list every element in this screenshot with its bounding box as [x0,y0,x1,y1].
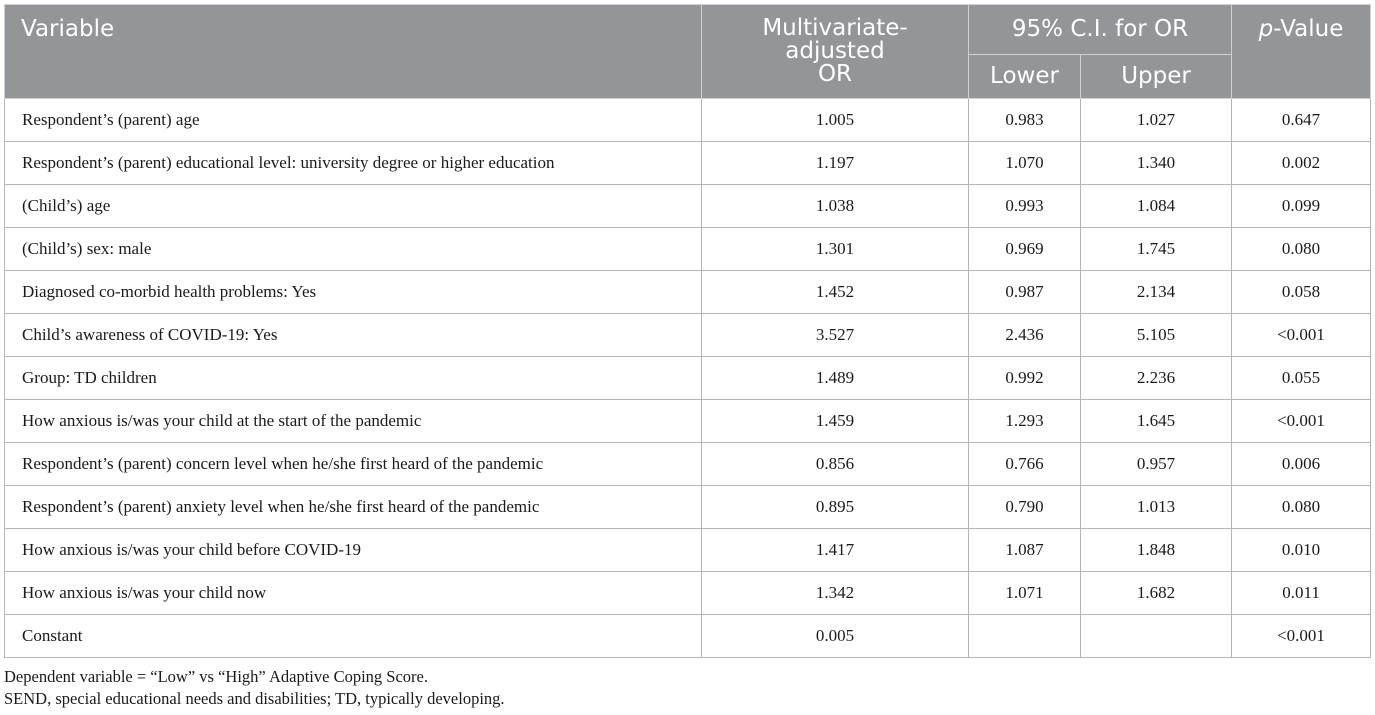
row-lower: 0.969 [969,228,1081,271]
row-lower: 0.790 [969,486,1081,529]
row-p: 0.055 [1232,357,1371,400]
table-row [5,271,1371,314]
row-lower: 0.992 [969,357,1081,400]
table-body [5,99,1371,658]
row-p: 0.002 [1232,142,1371,185]
row-or: 3.527 [702,314,969,357]
row-lower: 1.293 [969,400,1081,443]
row-label: Respondent’s (parent) educational level: university degree or higher education [5,142,702,185]
table-row [5,99,1371,142]
row-upper: 1.013 [1081,486,1232,529]
row-label: How anxious is/was your child at the start of the pandemic [5,400,702,443]
row-upper: 1.745 [1081,228,1232,271]
header-ci: 95% C.I. for OR [969,5,1232,55]
row-label: Respondent’s (parent) concern level when he/she first heard of the pandemic [5,443,702,486]
row-p: <0.001 [1232,400,1371,443]
row-lower: 1.070 [969,142,1081,185]
row-or: 1.197 [702,142,969,185]
row-upper: 1.848 [1081,529,1232,572]
table-row [5,142,1371,185]
row-upper: 1.682 [1081,572,1232,615]
row-or: 1.452 [702,271,969,314]
row-label: How anxious is/was your child before COVID-19 [5,529,702,572]
row-or: 1.038 [702,185,969,228]
row-or: 0.856 [702,443,969,486]
header-variable: Variable [5,5,702,99]
row-p: 0.080 [1232,486,1371,529]
header-p-italic: p [1258,16,1274,42]
row-upper: 1.084 [1081,185,1232,228]
header-or-line2: adjusted [785,38,885,64]
row-or: 1.417 [702,529,969,572]
table-row [5,400,1371,443]
row-or: 0.005 [702,615,969,658]
row-or: 1.342 [702,572,969,615]
row-or: 1.301 [702,228,969,271]
row-label: (Child’s) sex: male [5,228,702,271]
row-lower: 1.071 [969,572,1081,615]
row-or: 0.895 [702,486,969,529]
row-label: Respondent’s (parent) age [5,99,702,142]
table-footnotes [4,666,505,710]
row-p: 0.080 [1232,228,1371,271]
row-lower: 2.436 [969,314,1081,357]
row-lower: 0.993 [969,185,1081,228]
table-row [5,529,1371,572]
footnote-abbreviations: SEND, special educational needs and disabilities; TD, typically developing. [4,689,505,708]
row-p: <0.001 [1232,314,1371,357]
row-upper: 0.957 [1081,443,1232,486]
row-label: How anxious is/was your child now [5,572,702,615]
row-lower: 0.766 [969,443,1081,486]
row-upper: 1.027 [1081,99,1232,142]
row-label: Child’s awareness of COVID-19: Yes [5,314,702,357]
table-row [5,314,1371,357]
row-upper: 5.105 [1081,314,1232,357]
table-row [5,443,1371,486]
header-p-rest: -Value [1273,16,1344,42]
row-upper: 1.645 [1081,400,1232,443]
row-or: 1.489 [702,357,969,400]
row-or: 1.459 [702,400,969,443]
table-header [5,5,1371,99]
row-upper: 2.236 [1081,357,1232,400]
row-lower [969,615,1081,658]
row-p: 0.058 [1232,271,1371,314]
footnote-dependent-variable: Dependent variable = “Low” vs “High” Adaptive Coping Score. [4,667,428,686]
row-lower: 0.983 [969,99,1081,142]
header-or-line3: OR [817,61,853,87]
row-label: Respondent’s (parent) anxiety level when he/she first heard of the pandemic [5,486,702,529]
table-row [5,572,1371,615]
header-lower: Lower [969,55,1081,99]
row-p: 0.006 [1232,443,1371,486]
row-p: 0.099 [1232,185,1371,228]
header-or-line1: Multivariate- [762,15,908,41]
row-lower: 1.087 [969,529,1081,572]
regression-table [4,4,1371,658]
row-lower: 0.987 [969,271,1081,314]
row-p: 0.010 [1232,529,1371,572]
table-row [5,357,1371,400]
row-upper: 1.340 [1081,142,1232,185]
row-p: 0.647 [1232,99,1371,142]
header-p-value [1232,5,1371,99]
row-label: Diagnosed co-morbid health problems: Yes [5,271,702,314]
row-upper: 2.134 [1081,271,1232,314]
header-upper: Upper [1081,55,1232,99]
row-label: Group: TD children [5,357,702,400]
row-or: 1.005 [702,99,969,142]
table-container [4,4,1370,658]
row-label: Constant [5,615,702,658]
row-p: 0.011 [1232,572,1371,615]
header-or [702,5,969,99]
row-label: (Child’s) age [5,185,702,228]
table-row [5,185,1371,228]
row-p: <0.001 [1232,615,1371,658]
row-upper [1081,615,1232,658]
table-row [5,486,1371,529]
table-row [5,615,1371,658]
table-row [5,228,1371,271]
